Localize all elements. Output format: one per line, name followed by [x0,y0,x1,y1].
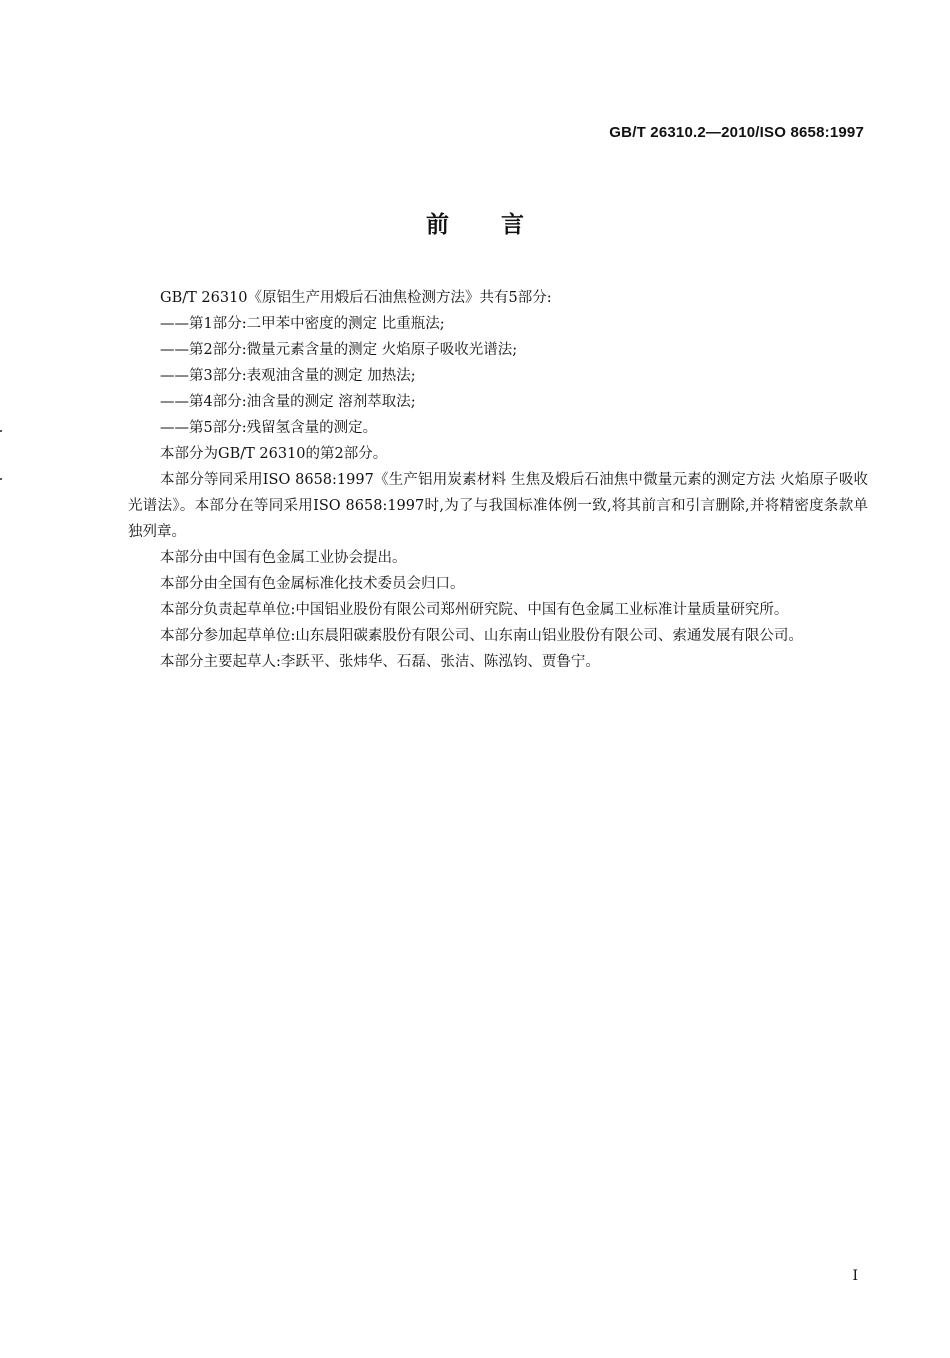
list-item-part-1: ——第1部分:二甲苯中密度的测定 比重瓶法; [160,316,445,332]
paragraph-drafters: 本部分主要起草人:李跃平、张炜华、石磊、张洁、陈泓钧、贾鲁宁。 [160,654,600,670]
paragraph-equivalence: 本部分等同采用ISO 8658:1997《生产铝用炭素材料 生焦及煅后石油焦中微量元素的测定方法 火焰原子吸收光谱法》。本部分在等同采用ISO 8658:1997时,为了与我国标准体例一致,将其前言和引言删除,并将精密度条款单独列章。 [128,472,868,540]
paragraph-parts-intro: GB/T 26310《原铝生产用煅后石油焦检测方法》共有5部分: [160,290,552,306]
scan-mark [0,430,2,432]
list-item-part-5: ——第5部分:残留氢含量的测定。 [160,420,378,436]
list-item-part-3: ——第3部分:表观油含量的测定 加热法; [160,368,416,384]
paragraph-centralized-by: 本部分由全国有色金属标准化技术委员会归口。 [160,576,465,592]
standard-code-header: GB/T 26310.2—2010/ISO 8658:1997 [609,124,864,141]
page-title: 前言 [426,212,576,238]
list-item-part-2: ——第2部分:微量元素含量的测定 火焰原子吸收光谱法; [160,342,518,358]
paragraph-participating-units: 本部分参加起草单位:山东晨阳碳素股份有限公司、山东南山铝业股份有限公司、索通发展有限公司。 [160,628,803,644]
page-number: I [852,1268,858,1284]
foreword-body [128,285,868,675]
list-item-part-4: ——第4部分:油含量的测定 溶剂萃取法; [160,394,416,410]
paragraph-proposed-by: 本部分由中国有色金属工业协会提出。 [160,550,407,566]
paragraph-part-statement: 本部分为GB/T 26310的第2部分。 [160,446,388,462]
paragraph-drafting-units: 本部分负责起草单位:中国铝业股份有限公司郑州研究院、中国有色金属工业标准计量质量研究所。 [160,602,789,618]
scan-mark [0,478,2,480]
